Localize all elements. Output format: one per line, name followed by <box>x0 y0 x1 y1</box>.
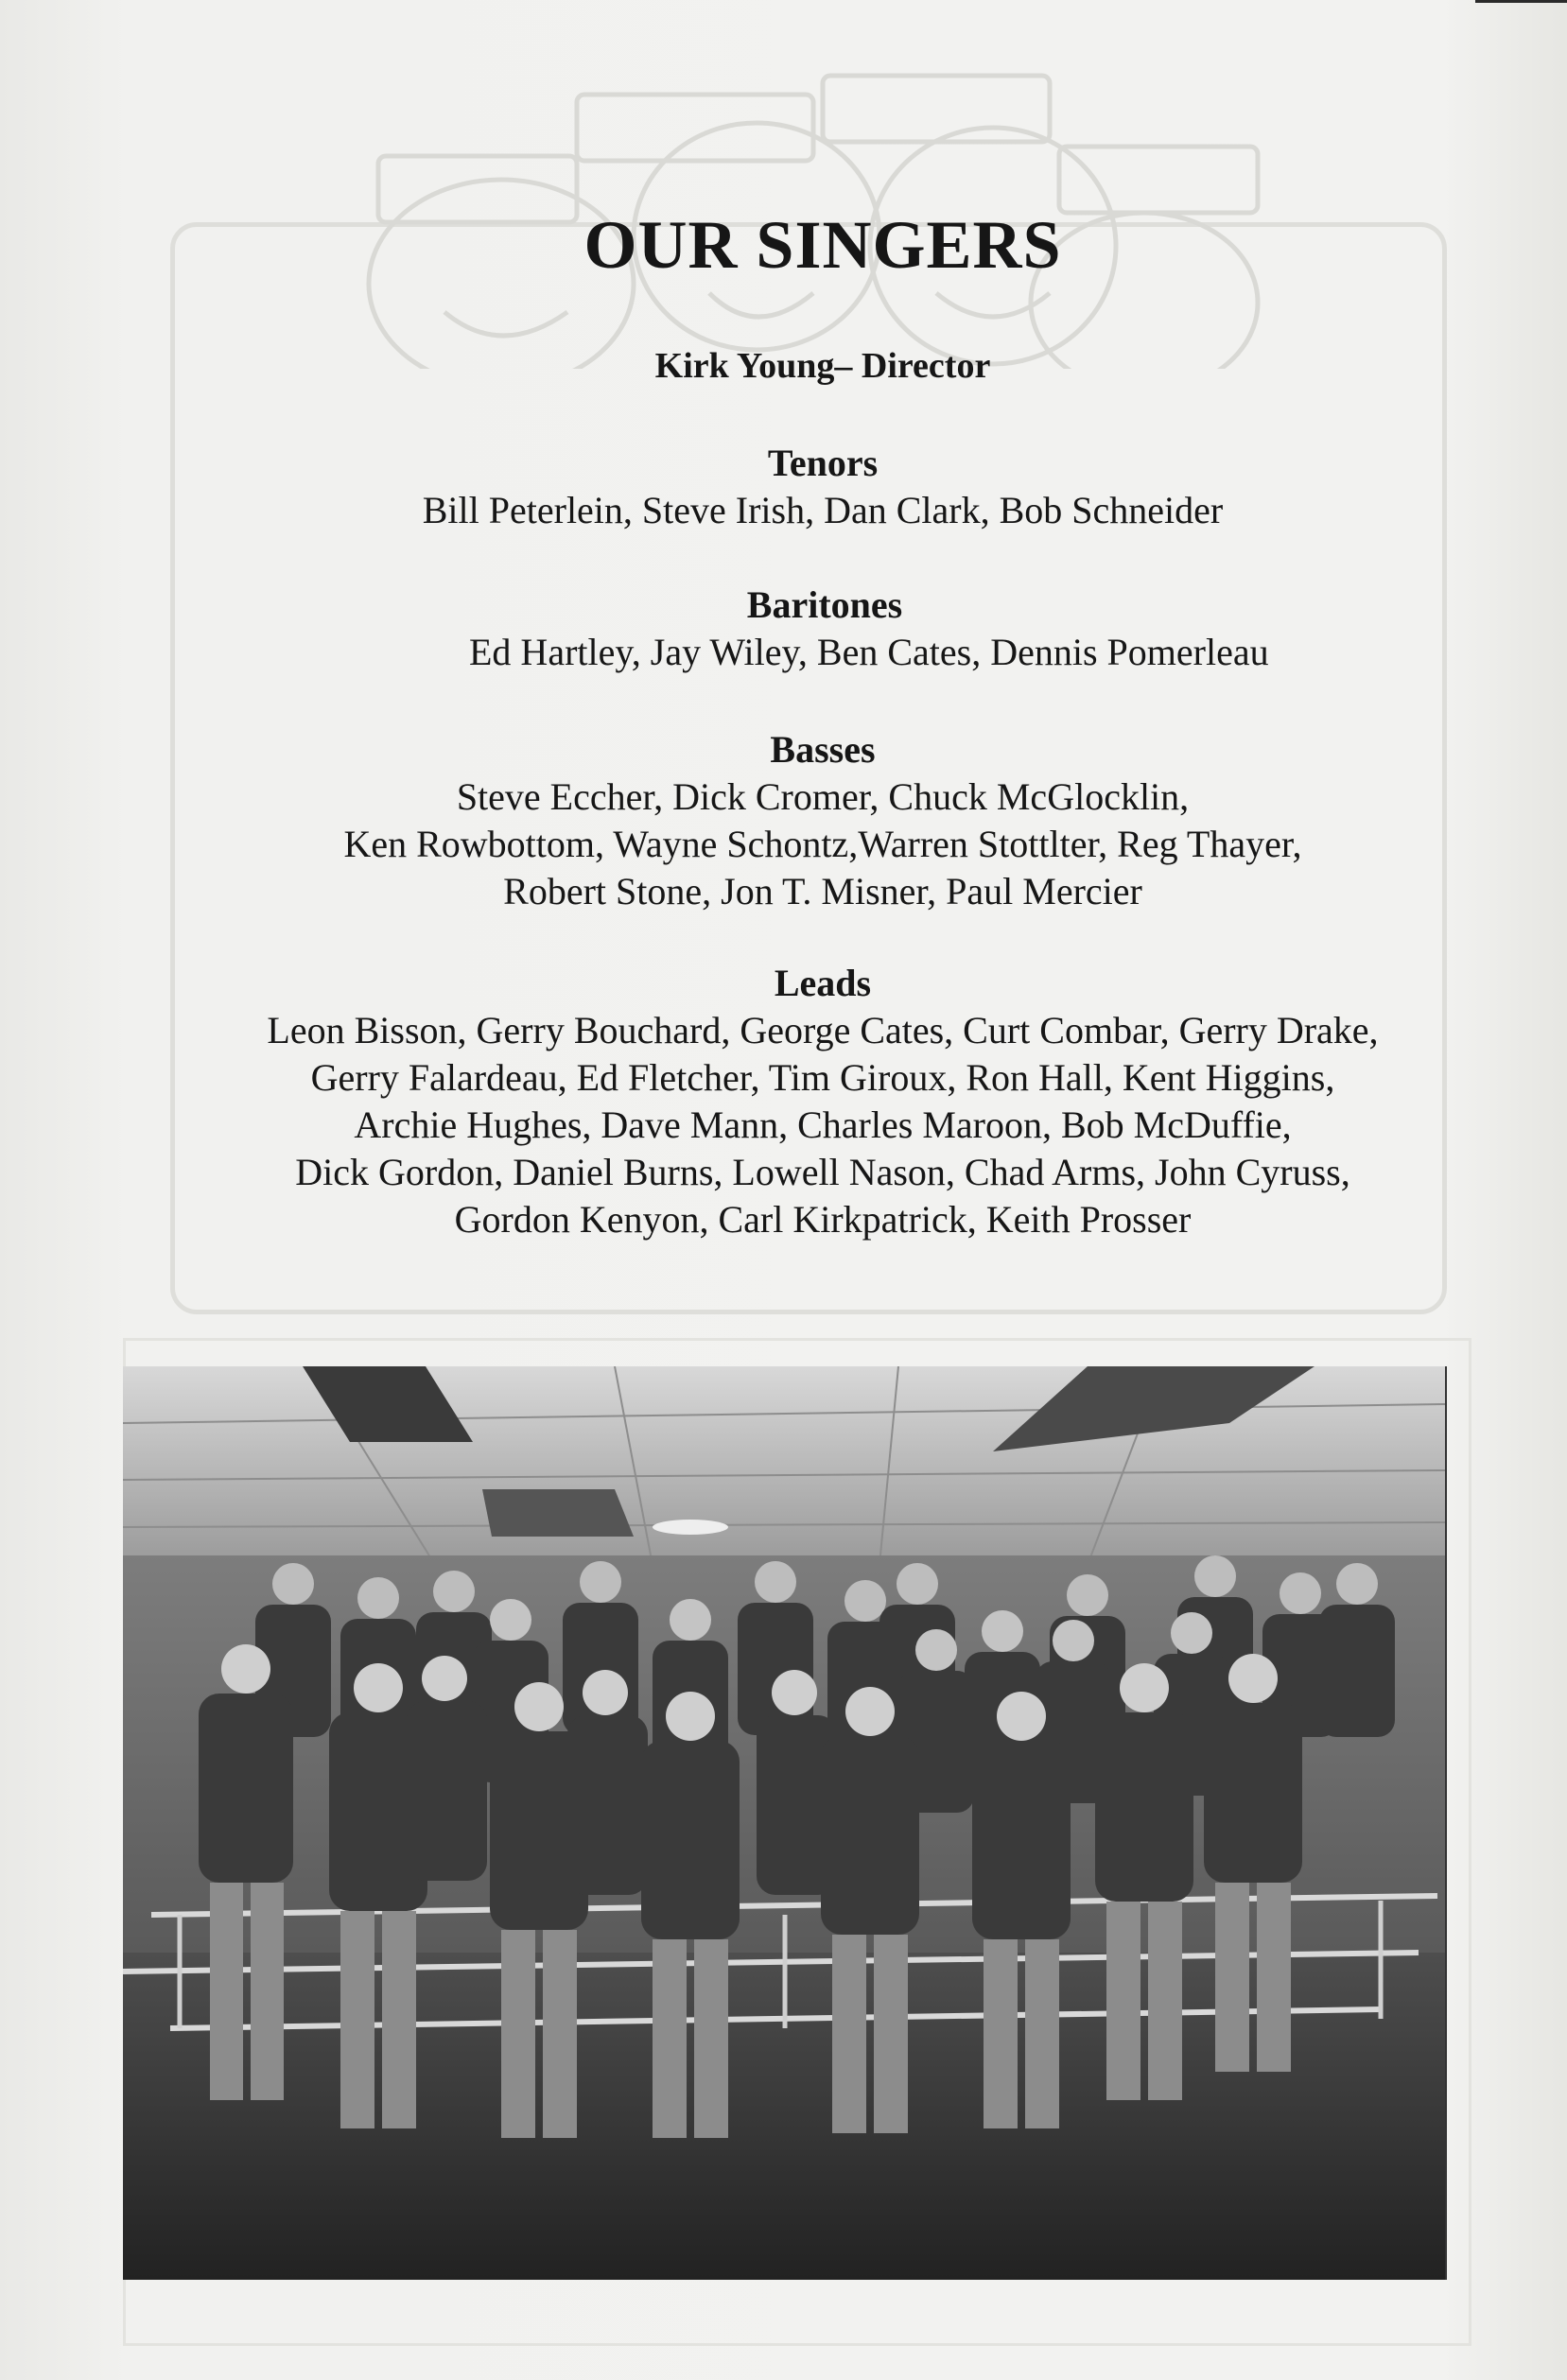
leads-names-line: Dick Gordon, Daniel Burns, Lowell Nason, Chad Arms, John Cyruss, <box>295 1151 1350 1193</box>
tenors-names: Bill Peterlein, Steve Irish, Dan Clark, Bob Schneider <box>422 489 1224 531</box>
leads-names-line: Gerry Falardeau, Ed Fletcher, Tim Giroux, Ron Hall, Kent Higgins, <box>310 1056 1335 1099</box>
page-edge-shadow <box>1475 0 1567 3</box>
basses-heading: Basses <box>770 728 876 771</box>
basses-names-line: Steve Eccher, Dick Cromer, Chuck McGlocklin, <box>456 775 1190 818</box>
tenors-heading: Tenors <box>767 442 879 484</box>
baritones-heading: Baritones <box>746 583 903 626</box>
baritones-section <box>0 582 1567 676</box>
leads-names-line: Gordon Kenyon, Carl Kirkpatrick, Keith Prosser <box>454 1198 1192 1241</box>
page-title: OUR SINGERS <box>583 207 1062 283</box>
basses-names-line: Robert Stone, Jon T. Misner, Paul Mercier <box>503 870 1142 912</box>
baritones-names: Ed Hartley, Jay Wiley, Ben Cates, Dennis Pomerleau <box>469 631 1269 673</box>
basses-section <box>0 726 1567 915</box>
leads-names-line: Archie Hughes, Dave Mann, Charles Maroon, Bob McDuffie, <box>354 1103 1292 1146</box>
group-photo-image <box>123 1366 1445 2280</box>
tenors-section <box>0 440 1567 534</box>
leads-section <box>0 960 1567 1243</box>
group-photo <box>123 1366 1447 2280</box>
leads-names-line: Leon Bisson, Gerry Bouchard, George Cates, Curt Combar, Gerry Drake, <box>267 1009 1379 1051</box>
director-line: Kirk Young– Director <box>654 346 991 386</box>
leads-heading: Leads <box>774 962 872 1004</box>
basses-names-line: Ken Rowbottom, Wayne Schontz,Warren Stottlter, Reg Thayer, <box>343 823 1302 865</box>
